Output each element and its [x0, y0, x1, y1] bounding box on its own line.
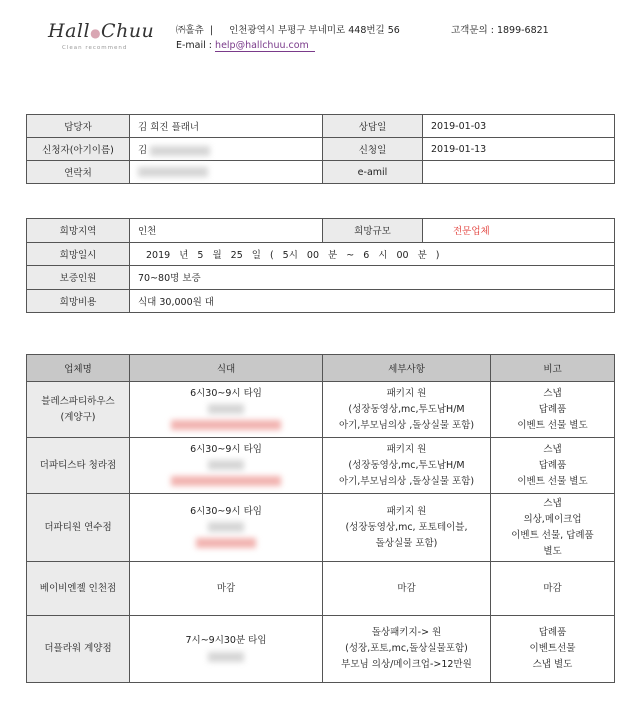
- redacted-block: [171, 420, 281, 430]
- vendor-note: 스냅 의상,메이크업 이벤트 선물, 답례품 별도: [491, 494, 615, 562]
- table-row: [27, 138, 615, 161]
- vendor-note: 스냅 답례품 이벤트 선물 별도: [491, 438, 615, 494]
- contact-value: [130, 161, 323, 184]
- table-row: [27, 494, 615, 562]
- logo-text: Hall: [48, 20, 91, 42]
- applicant-info-table: [26, 114, 615, 184]
- vendor-meal: 6시30~9시 타임: [130, 382, 323, 438]
- table-row: [27, 438, 615, 494]
- region-value: 인천: [130, 219, 323, 243]
- vendor-meal: 6시30~9시 타임: [130, 438, 323, 494]
- vendor-detail: 패키지 원 (성장동영상,mc,투도남H/M 아기,부모님의상 ,돌상실물 포함): [323, 438, 491, 494]
- consult-date-label: 상담일: [323, 115, 423, 138]
- redacted-block: [171, 476, 281, 486]
- separator: |: [209, 25, 214, 36]
- redacted-block: [150, 146, 210, 156]
- region-label: 희망지역: [27, 219, 130, 243]
- table-row: [27, 289, 615, 313]
- table-row: [27, 562, 615, 616]
- email-field-label: e-amil: [323, 161, 423, 184]
- vendor-comparison-table: [26, 354, 615, 683]
- header-vendor: 업체명: [27, 355, 130, 382]
- applicant-label: 신청자(아기이름): [27, 138, 130, 161]
- email-line: [176, 40, 315, 51]
- email-link[interactable]: help@hallchuu.com: [215, 40, 315, 52]
- vendor-name: 더파티원 연수점: [27, 494, 130, 562]
- table-row: [27, 266, 615, 290]
- company-phone: 고객문의 : 1899-6821: [451, 25, 549, 36]
- table-row: [27, 219, 615, 243]
- email-field-value: [423, 161, 615, 184]
- datetime-value: 2019 년 5 월 25 일 ( 5시 00 분 ~ 6 시 00 분 ): [130, 242, 615, 266]
- vendor-name: 더플라워 계양점: [27, 616, 130, 683]
- table-row: [27, 115, 615, 138]
- logo-dot-icon: ●: [90, 26, 102, 40]
- redacted-block: [208, 460, 244, 470]
- datetime-label: 희망일시: [27, 242, 130, 266]
- vendor-meal: 마감: [130, 562, 323, 616]
- manager-value: 김 희진 플래너: [130, 115, 323, 138]
- vendor-name: 더파티스타 청라점: [27, 438, 130, 494]
- vendor-note: 답례품 이벤트선물 스냅 별도: [491, 616, 615, 683]
- guests-value: 70~80명 보증: [130, 266, 615, 290]
- vendor-meal: 7시~9시30분 타임: [130, 616, 323, 683]
- vendor-detail: 패키지 원 (성장동영상,mc,투도남H/M 아기,부모님의상 ,돌상실물 포함): [323, 382, 491, 438]
- table-row: [27, 616, 615, 683]
- vendor-name: 베이비엔젤 인천점: [27, 562, 130, 616]
- redacted-block: [208, 404, 244, 414]
- redacted-block: [196, 538, 256, 548]
- vendor-detail: 패키지 원 (성장동영상,mc, 포토테이블, 돌상실물 포함): [323, 494, 491, 562]
- applicant-value: 김: [130, 138, 323, 161]
- cost-value: 식대 30,000원 대: [130, 289, 615, 313]
- vendor-name: 블레스파티하우스 (계양구): [27, 382, 130, 438]
- redacted-block: [138, 167, 208, 177]
- contact-label: 연락처: [27, 161, 130, 184]
- scale-label: 희망규모: [323, 219, 423, 243]
- table-row: [27, 242, 615, 266]
- header-detail: 세부사항: [323, 355, 491, 382]
- logo-text-2: Chuu: [101, 20, 155, 42]
- wish-info-table: [26, 218, 615, 313]
- scale-value: 전문업체: [423, 219, 615, 243]
- email-label: E-mail :: [176, 40, 213, 51]
- redacted-block: [208, 522, 244, 532]
- vendor-note: 스냅 답례품 이벤트 선물 별도: [491, 382, 615, 438]
- consult-date-value: 2019-01-03: [423, 115, 615, 138]
- company-address: 인천광역시 부평구 부네미로 448번길 56: [229, 25, 400, 36]
- vendor-detail: 돌상패키지-> 원 (성장,포토,mc,돌상실물포함) 부모님 의상/메이크업->12만원: [323, 616, 491, 683]
- document-header: [0, 0, 640, 70]
- header-note: 비고: [491, 355, 615, 382]
- cost-label: 희망비용: [27, 289, 130, 313]
- header-meal: 식대: [130, 355, 323, 382]
- vendor-meal: 6시30~9시 타임: [130, 494, 323, 562]
- redacted-block: [208, 652, 244, 662]
- company-info: [176, 22, 549, 36]
- logo-subtitle: Clean recommend: [62, 45, 128, 51]
- apply-date-value: 2019-01-13: [423, 138, 615, 161]
- table-row: [27, 382, 615, 438]
- hallchuu-logo: [48, 20, 155, 56]
- manager-label: 담당자: [27, 115, 130, 138]
- guests-label: 보증인원: [27, 266, 130, 290]
- vendor-detail: 마감: [323, 562, 491, 616]
- table-row: [27, 161, 615, 184]
- vendor-note: 마감: [491, 562, 615, 616]
- apply-date-label: 신청일: [323, 138, 423, 161]
- company-name: ㈜홀츄: [176, 25, 204, 36]
- table-header-row: [27, 355, 615, 382]
